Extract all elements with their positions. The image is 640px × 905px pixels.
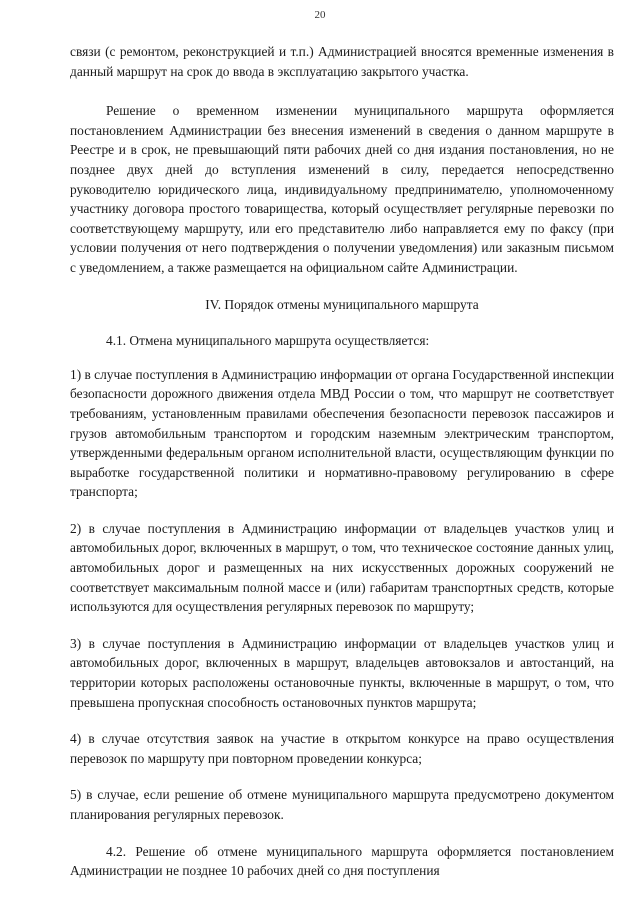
page-number: 20 bbox=[314, 9, 326, 21]
continuation-paragraph: связи (с ремонтом, реконструкцией и т.п.) Администрацией вносятся временные изменения в данный маршрут на срок до ввода в эксплуатацию закрытого участка. bbox=[70, 44, 614, 79]
list-item: 2) в случае поступления в Администрацию информации от владельцев участков улиц и автомобильных дорог, включенных в маршрут, о том, что техническое состояние данных улиц, автомобильных дорог и размещенных на них искусственных дорожных сооружений не соответствует максимальным полной массе и (или) габаритам транспортных средств, которые используются для осуществления регулярных перевозок по маршруту; bbox=[70, 520, 614, 615]
list-item: 1) в случае поступления в Администрацию информации от органа Государственной инспекции безопасности дорожного движения отдела МВД России о том, что маршрут не соответствует требованиям, установленным правилами обеспечения безопасности перевозок пассажиров и грузов автомобильным транспортом и городским наземным электрическим транспортом, утвержденными федеральным органом исполнительной власти, осуществляющим функции по выработке государственной политики и нормативно-правовому регулированию в сфере транспорта; bbox=[70, 366, 614, 500]
section-heading: IV. Порядок отмены муниципального маршрута bbox=[205, 296, 479, 312]
document-body bbox=[70, 42, 614, 881]
list-item: 3) в случае поступления в Администрацию информации от владельцев участков улиц и автомобильных дорог, включенных в маршрут, владельцев автовокзалов и автостанций, на территории которых расположены остановочные пункты, включенные в маршрут, о том, что превышена пропускная способность остановочных пунктов маршрута; bbox=[70, 635, 614, 710]
clause-4-1-intro: 4.1. Отмена муниципального маршрута осуществляется: bbox=[106, 333, 430, 349]
list-item: 4) в случае отсутствия заявок на участие в открытом конкурсе на право осуществления перевозок по маршруту при повторном проведении конкурса; bbox=[70, 731, 614, 766]
list-item: 5) в случае, если решение об отмене муниципального маршрута предусмотрено документом планирования регулярных перевозок. bbox=[70, 787, 614, 822]
clause-4-2: 4.2. Решение об отмене муниципального маршрута оформляется постановлением Администрации не позднее 10 рабочих дней со дня поступления bbox=[70, 843, 614, 879]
temporary-change-paragraph: Решение о временном изменении муниципального маршрута оформляется постановлением Администрации без внесения изменений в сведения о данном маршруте в Реестре и в срок, не превышающий пяти рабочих дней со дня издания постановления, но не позднее двух дней до вступления изменений в силу, передается непосредственно руководителю юридического лица, индивидуальному предпринимателю, уполномоченному участнику договора простого товарищества, который осуществляет регулярные перевозки по соответствующему маршруту, или его представителю либо направляется ему по факсу (при условии получения от него подтверждения о получении уведомления) или заказным письмом с уведомлением, а также размещается на официальном сайте Администрации. bbox=[70, 103, 614, 275]
